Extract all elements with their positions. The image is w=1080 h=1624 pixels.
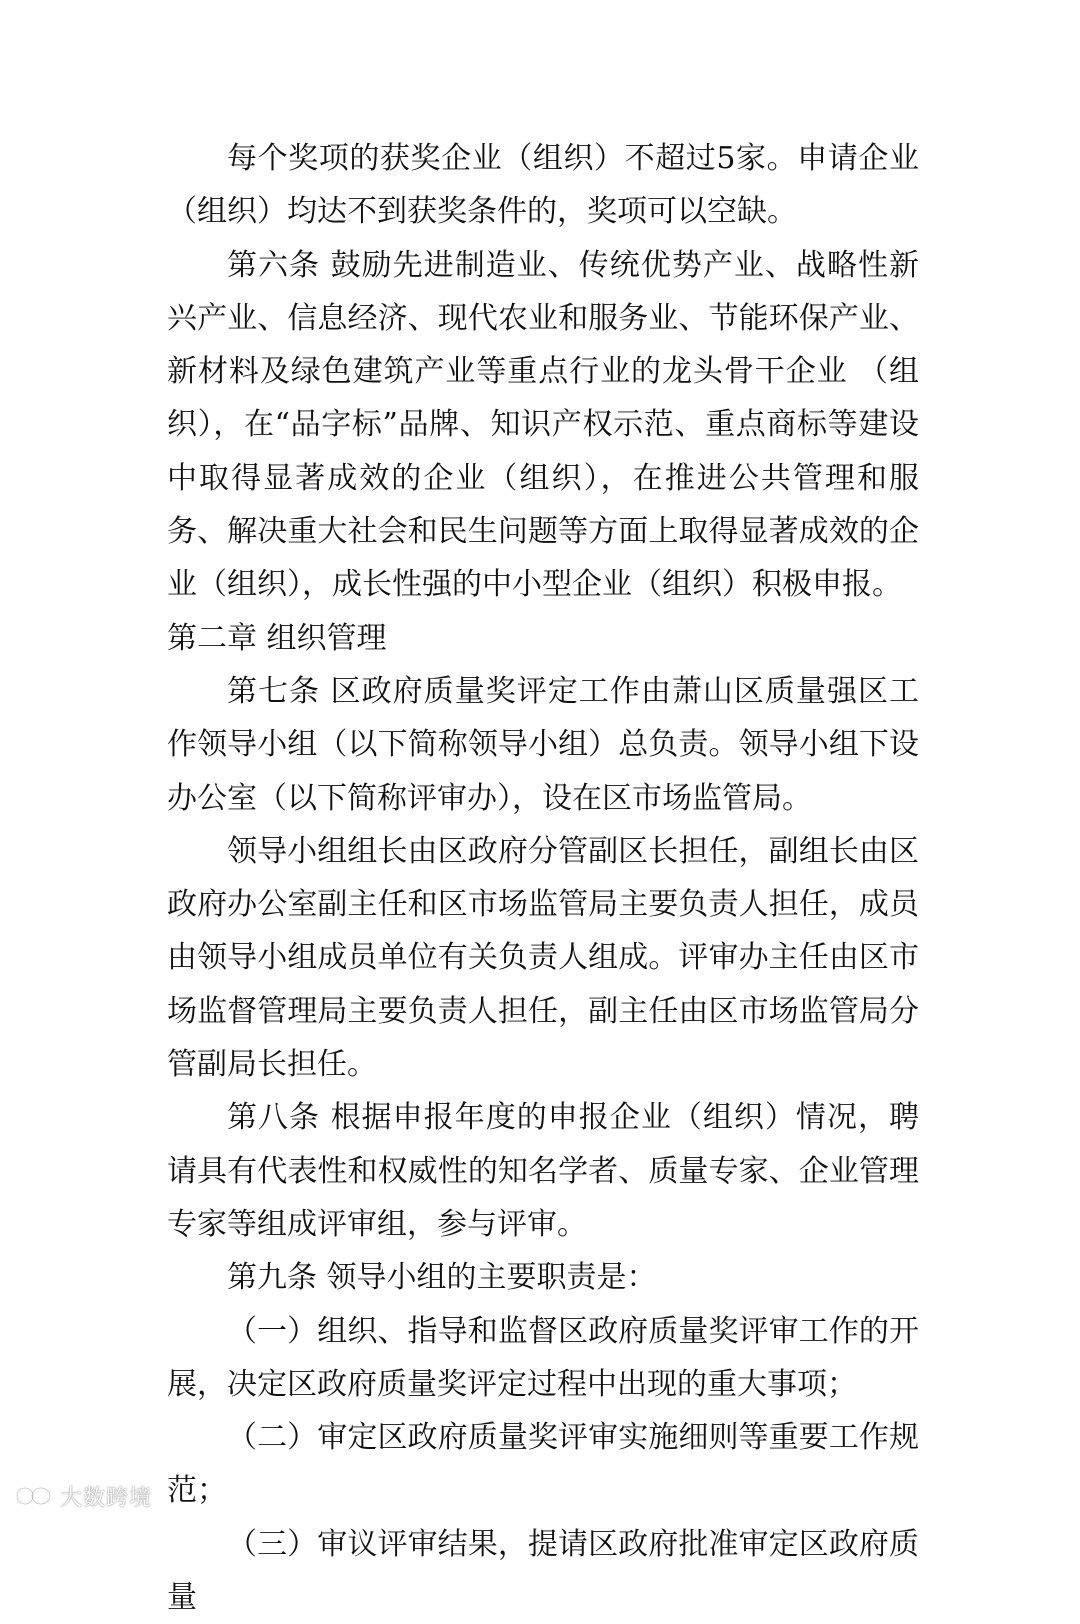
watermark <box>14 1479 152 1513</box>
logo-icon <box>14 1483 54 1509</box>
paragraph-award-limit: 每个奖项的获奖企业（组织）不超过5家。申请企业（组织）均达不到获奖条件的，奖项可以空缺。 <box>167 141 919 230</box>
paragraph-article-9: 第九条 领导小组的主要职责是： <box>227 1260 657 1296</box>
paragraph-item-3: （三）审议评审结果，提请区政府批准审定区政府质量 <box>167 1526 919 1616</box>
chapter-heading: 第二章 组织管理 <box>167 620 387 656</box>
watermark-text: 大数跨境 <box>60 1485 153 1511</box>
paragraph-article-8: 第八条 根据申报年度的申报企业（组织）情况，聘请具有代表性和权威性的知名学者、质量专家、企业管理专家等组成评审组，参与评审。 <box>167 1100 919 1242</box>
paragraph-article-7: 第七条 区政府质量奖评定工作由萧山区质量强区工作领导小组（以下简称领导小组）总负责。领导小组下设办公室（以下简称评审办），设在区市场监管局。 <box>167 673 919 816</box>
paragraph-leadership-group: 领导小组组长由区政府分管副区长担任，副组长由区政府办公室副主任和区市场监管局主要负责人担任，成员由领导小组成员单位有关负责人组成。评审办主任由区市场监督管理局主要负责人担任，副主任由区市场监管局分管副局长担任。 <box>167 833 919 1083</box>
paragraph-article-6: 第六条 鼓励先进制造业、传统优势产业、战略性新兴产业、信息经济、现代农业和服务业、节能环保产业、新材料及绿色建筑产业等重点行业的龙头骨干企业 （组织），在“品字标”品牌、知识产权示范、重点商标等建设中取得显著成效的企业（组织），在推进公共管理和服务、解决重大社会和民生问题等方面上取得显著成效的企业（组织），成长性强的中小型企业（组织）积极申报。 <box>167 247 919 603</box>
document-body <box>167 132 919 1624</box>
paragraph-item-2: （二）审定区政府质量奖评审实施细则等重要工作规范； <box>167 1420 919 1509</box>
paragraph-item-1: （一）组织、指导和监督区政府质量奖评审工作的开展，决定区政府质量奖评定过程中出现的重大事项； <box>167 1313 919 1402</box>
